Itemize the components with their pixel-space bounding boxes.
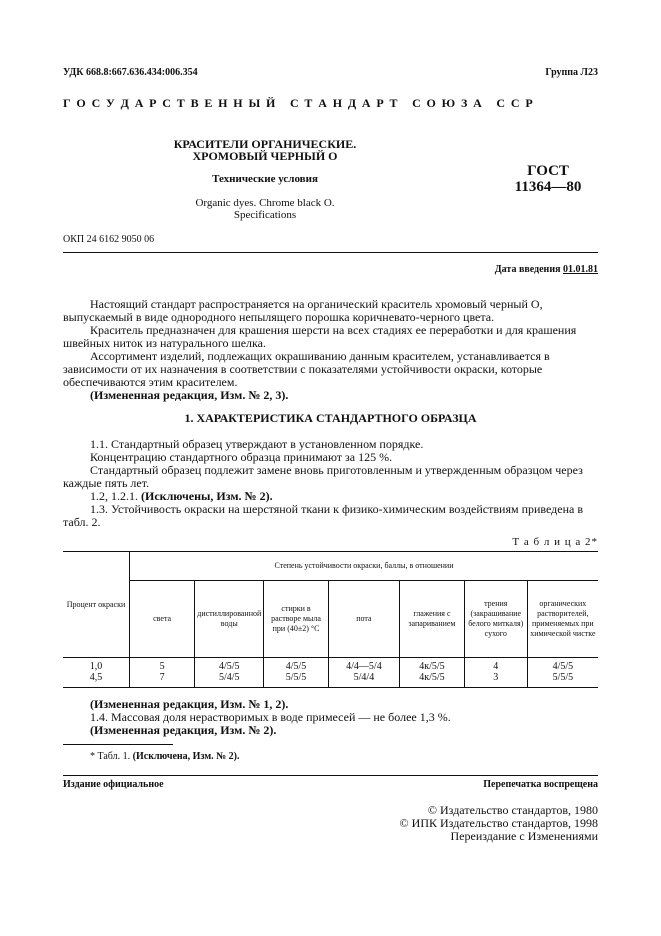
paragraph: Краситель предназначен для крашения шерсти на всех стадиях ее переработки и для крашения швейных ниток из натурального шелка.	[63, 323, 577, 350]
official-edition: Издание официальное	[63, 779, 164, 790]
table-cell: 4/5/5 5/5/5	[264, 658, 329, 688]
intro-date	[495, 264, 598, 275]
footnote-rule	[63, 744, 173, 745]
footnote-excluded: (Исключена, Изм. № 2).	[132, 751, 240, 762]
table-cell: 1,0 4,5	[89, 661, 103, 683]
subtitle: Технические условия	[212, 173, 318, 185]
intro-text	[63, 298, 598, 402]
gost-label: ГОСТ	[527, 163, 569, 179]
col-header-sweat: пота	[328, 581, 399, 658]
copyright-block	[400, 804, 598, 843]
col-header-rubbing: трения (закрашивание белого миткаля) сухого	[464, 581, 527, 658]
intro-date-value: 01.01.81	[563, 264, 598, 275]
group-header: Степень устойчивости окраски, баллы, в отношении	[129, 552, 598, 581]
table-cell: 4/5/5 5/4/5	[195, 658, 264, 688]
clause-1-1-concentration: Концентрацию стандартного образца принимают за 125 %.	[90, 450, 393, 464]
footer-rule	[63, 775, 598, 776]
gost-block	[498, 163, 598, 195]
title-line-1: КРАСИТЕЛИ ОРГАНИЧЕСКИЕ.	[173, 137, 357, 151]
table-caption: Т а б л и ц а 2*	[512, 536, 598, 548]
divider	[63, 252, 598, 253]
col-header-water: дистиллированной воды	[195, 581, 264, 658]
col-header-ironing: глажения с запариванием	[400, 581, 465, 658]
english-title	[130, 197, 400, 221]
fastness-table	[63, 551, 598, 688]
amendment-note: (Измененная редакция, Изм. № 2, 3).	[90, 388, 289, 402]
col-header-light: света	[129, 581, 194, 658]
section-text	[63, 438, 598, 529]
reissue-note: Переиздание с Изменениями	[450, 829, 598, 843]
copyright-1: © Издательство стандартов, 1980	[427, 803, 598, 817]
title-block	[130, 138, 400, 162]
paragraph: Ассортимент изделий, подлежащих окрашиванию данным красителем, устанавливается в зависимости от их назначения в соответствии с показателями устойчивости окраски, которые обеспечиваются этим красителем.	[63, 349, 550, 389]
clause-1-2-excluded: (Исключены, Изм. № 2).	[141, 489, 273, 503]
table-cell: 4/4—5/4 5/4/4	[328, 658, 399, 688]
gost-number: 11364—80	[514, 179, 582, 195]
table-cell: 4 3	[464, 658, 527, 688]
group-code: Группа Л23	[545, 67, 598, 78]
title-line-2: ХРОМОВЫЙ ЧЕРНЫЙ О	[192, 149, 338, 163]
footnote-prefix: * Табл. 1.	[90, 751, 131, 762]
amendment-note: (Измененная редакция, Изм. № 2).	[90, 723, 277, 737]
english-title-line-1: Organic dyes. Chrome black O.	[195, 197, 335, 209]
col-header-solvents: органических растворителей, применяемых при химической чистке	[527, 581, 598, 658]
col-header-washing: стирки в растворе мыла при (40±2) °С	[264, 581, 329, 658]
table-cell: 4к/5/5 4к/5/5	[400, 658, 465, 688]
section-heading: 1. ХАРАКТЕРИСТИКА СТАНДАРТНОГО ОБРАЗЦА	[184, 411, 477, 425]
clause-1-2-number: 1.2, 1.2.1.	[90, 489, 138, 503]
english-title-line-2: Specifications	[233, 209, 297, 221]
copyright-2: © ИПК Издательство стандартов, 1998	[399, 816, 598, 830]
intro-date-label: Дата введения	[494, 264, 561, 275]
clause-1-1: 1.1. Стандартный образец утверждают в установленном порядке.	[90, 437, 424, 451]
table-row	[63, 658, 598, 688]
col-header-percent: Процент окраски	[63, 552, 129, 658]
footnote	[90, 751, 240, 762]
okp-code: ОКП 24 6162 9050 06	[63, 234, 155, 245]
state-standard-heading: Г О С У Д А Р С Т В Е Н Н Ы Й С Т А Н Д А Р Т С О Ю З А С С Р	[63, 96, 535, 110]
table-cell: 5 7	[129, 658, 194, 688]
amendment-note: (Измененная редакция, Изм. № 1, 2).	[90, 697, 289, 711]
clause-1-3: 1.3. Устойчивость окраски на шерстяной ткани к физико-химическим воздействиям приведена в табл. 2.	[63, 502, 584, 529]
udk-code: УДК 668.8:667.636.434:006.354	[63, 67, 198, 78]
table-cell: 4/5/5 5/5/5	[527, 658, 598, 688]
clause-1-1-replacement: Стандартный образец подлежит замене вновь приготовленным и утвержденным образцом через каждые пять лет.	[63, 463, 583, 490]
reprint-notice: Перепечатка воспрещена	[483, 779, 598, 790]
clause-1-4: 1.4. Массовая доля нерастворимых в воде примесей — не более 1,3 %.	[90, 710, 451, 724]
post-table-text	[63, 698, 598, 737]
paragraph: Настоящий стандарт распространяется на органический краситель хромовый черный О, выпускаемый в виде однородного непылящего порошка коричневато-черного цвета.	[63, 297, 543, 324]
